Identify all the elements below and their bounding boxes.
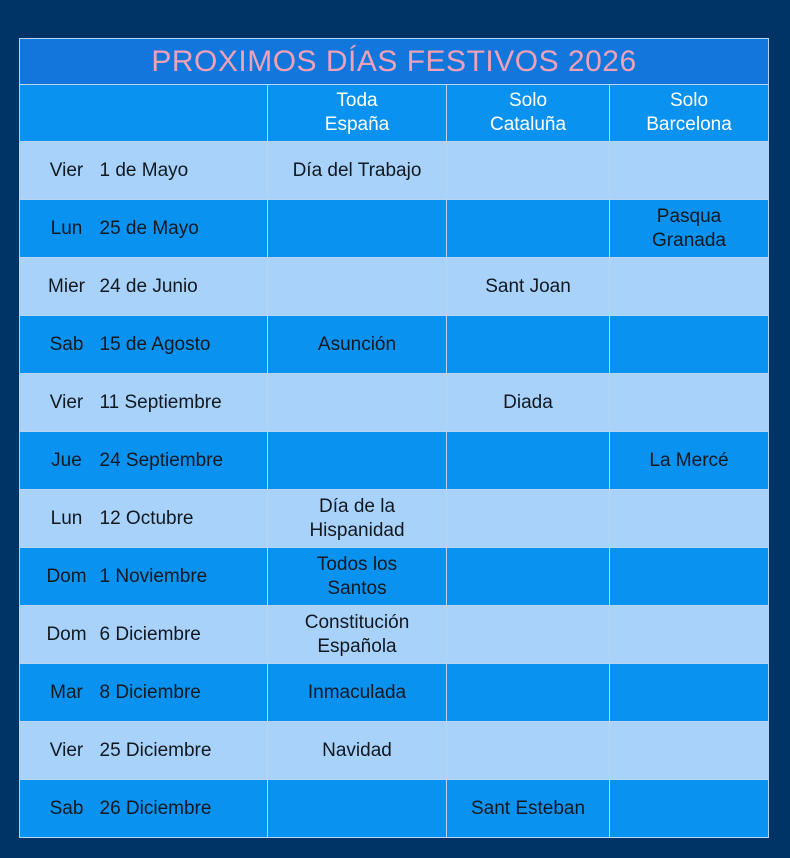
table-row xyxy=(20,200,769,258)
holiday-espana: Navidad xyxy=(268,722,447,780)
holiday-cataluna: Sant Esteban xyxy=(447,780,610,838)
table-row xyxy=(20,258,769,316)
holiday-barcelona xyxy=(610,258,769,316)
holiday-barcelona xyxy=(610,374,769,432)
weekday-label: Mar xyxy=(50,681,83,703)
holiday-barcelona xyxy=(610,490,769,548)
weekday-label: Dom xyxy=(46,623,87,645)
weekday-label: Mier xyxy=(48,275,85,297)
weekday-label: Lun xyxy=(50,507,83,529)
holiday-barcelona xyxy=(610,606,769,664)
holiday-cataluna: Sant Joan xyxy=(447,258,610,316)
date-label: 25 de Mayo xyxy=(99,217,199,239)
table-title: PROXIMOS DÍAS FESTIVOS 2026 xyxy=(20,39,769,85)
holiday-barcelona xyxy=(610,722,769,780)
header-toda-espana: Toda España xyxy=(268,85,447,142)
holiday-cataluna xyxy=(447,490,610,548)
date-cell xyxy=(20,606,268,664)
date-cell xyxy=(20,316,268,374)
holiday-cataluna xyxy=(447,722,610,780)
holiday-espana xyxy=(268,780,447,838)
holiday-barcelona xyxy=(610,780,769,838)
date-label: 6 Diciembre xyxy=(99,623,201,645)
date-cell xyxy=(20,374,268,432)
holiday-espana xyxy=(268,200,447,258)
holiday-barcelona xyxy=(610,316,769,374)
weekday-label: Jue xyxy=(51,449,82,471)
holiday-espana xyxy=(268,374,447,432)
date-cell xyxy=(20,780,268,838)
holiday-cataluna xyxy=(447,664,610,722)
holiday-espana xyxy=(268,258,447,316)
holiday-cataluna xyxy=(447,316,610,374)
table-row xyxy=(20,316,769,374)
table-row xyxy=(20,722,769,780)
header-solo-cataluna: Solo Cataluña xyxy=(447,85,610,142)
date-label: 24 de Junio xyxy=(99,275,198,297)
date-label: 11 Septiembre xyxy=(99,391,222,413)
table-row xyxy=(20,780,769,838)
holiday-cataluna xyxy=(447,142,610,200)
date-label: 1 de Mayo xyxy=(99,159,189,181)
table-row xyxy=(20,374,769,432)
holiday-espana: Inmaculada xyxy=(268,664,447,722)
holiday-barcelona: Pasqua Granada xyxy=(610,200,769,258)
table-row xyxy=(20,606,769,664)
weekday-label: Sab xyxy=(49,333,84,355)
table-row xyxy=(20,142,769,200)
holiday-barcelona xyxy=(610,142,769,200)
holidays-body xyxy=(20,142,769,838)
holiday-espana: Día de la Hispanidad xyxy=(268,490,447,548)
table-row xyxy=(20,548,769,606)
date-cell xyxy=(20,548,268,606)
table-row xyxy=(20,432,769,490)
date-cell xyxy=(20,490,268,548)
date-label: 24 Septiembre xyxy=(99,449,224,471)
date-cell xyxy=(20,664,268,722)
table-row xyxy=(20,490,769,548)
holidays-table xyxy=(19,38,769,838)
header-solo-barcelona: Solo Barcelona xyxy=(610,85,769,142)
holiday-cataluna xyxy=(447,200,610,258)
date-label: 8 Diciembre xyxy=(99,681,201,703)
weekday-label: Vier xyxy=(49,739,84,761)
holiday-cataluna xyxy=(447,548,610,606)
weekday-label: Sab xyxy=(49,797,84,819)
weekday-label: Vier xyxy=(49,159,84,181)
date-label: 26 Diciembre xyxy=(99,797,212,819)
table-row xyxy=(20,664,769,722)
date-cell xyxy=(20,722,268,780)
holiday-barcelona xyxy=(610,548,769,606)
weekday-label: Vier xyxy=(49,391,84,413)
holiday-barcelona xyxy=(610,664,769,722)
date-label: 12 Octubre xyxy=(99,507,194,529)
holiday-cataluna: Diada xyxy=(447,374,610,432)
holiday-barcelona: La Mercé xyxy=(610,432,769,490)
holiday-espana: Asunción xyxy=(268,316,447,374)
date-label: 15 de Agosto xyxy=(99,333,211,355)
header-date xyxy=(20,85,268,142)
date-cell xyxy=(20,142,268,200)
holiday-espana: Todos los Santos xyxy=(268,548,447,606)
date-cell xyxy=(20,258,268,316)
holiday-cataluna xyxy=(447,606,610,664)
weekday-label: Lun xyxy=(50,217,83,239)
holiday-espana xyxy=(268,432,447,490)
holiday-espana: Constitución Española xyxy=(268,606,447,664)
date-label: 1 Noviembre xyxy=(99,565,208,587)
date-cell xyxy=(20,432,268,490)
weekday-label: Dom xyxy=(46,565,87,587)
holiday-cataluna xyxy=(447,432,610,490)
date-label: 25 Diciembre xyxy=(99,739,212,761)
date-cell xyxy=(20,200,268,258)
holiday-espana: Día del Trabajo xyxy=(268,142,447,200)
